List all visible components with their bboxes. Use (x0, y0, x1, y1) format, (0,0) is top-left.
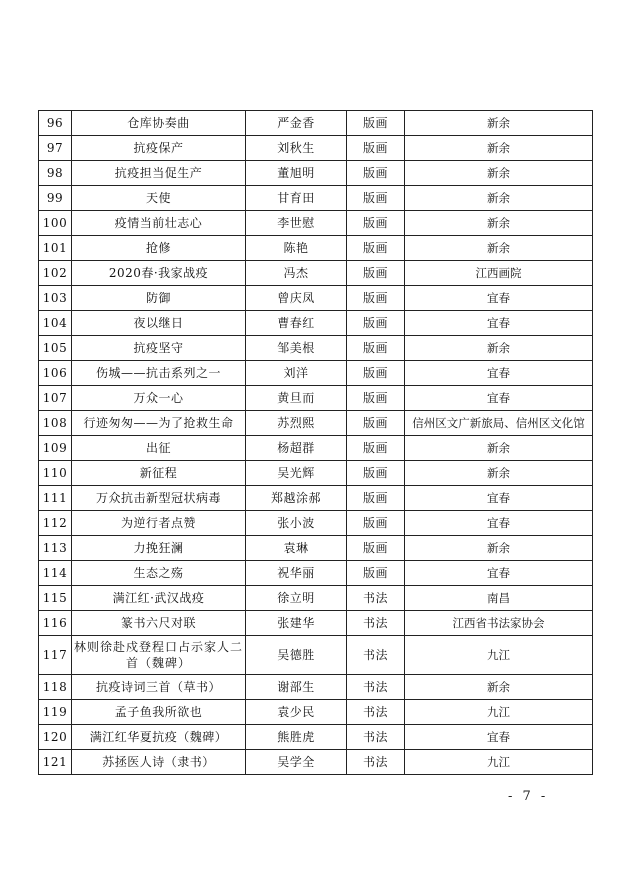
category: 版画 (347, 511, 405, 536)
submitting-unit: 新余 (405, 186, 593, 211)
entry-number: 119 (39, 700, 72, 725)
category: 版画 (347, 361, 405, 386)
submitting-unit: 宜春 (405, 311, 593, 336)
table-row (39, 211, 593, 236)
category: 版画 (347, 386, 405, 411)
category: 版画 (347, 436, 405, 461)
artwork-title: 抢修 (72, 236, 246, 261)
entry-number: 98 (39, 161, 72, 186)
entry-number: 101 (39, 236, 72, 261)
entry-number: 97 (39, 136, 72, 161)
entry-number: 112 (39, 511, 72, 536)
entry-number: 104 (39, 311, 72, 336)
entry-number: 106 (39, 361, 72, 386)
entry-number: 100 (39, 211, 72, 236)
submitting-unit: 新余 (405, 675, 593, 700)
author-name: 董旭明 (246, 161, 347, 186)
artwork-title: 仓库协奏曲 (72, 111, 246, 136)
author-name: 冯杰 (246, 261, 347, 286)
entry-number: 113 (39, 536, 72, 561)
artwork-title: 为逆行者点赞 (72, 511, 246, 536)
submitting-unit: 宜春 (405, 725, 593, 750)
submitting-unit: 九江 (405, 636, 593, 675)
artwork-title: 天使 (72, 186, 246, 211)
artwork-title: 疫情当前壮志心 (72, 211, 246, 236)
table-row (39, 700, 593, 725)
submitting-unit: 江西画院 (405, 261, 593, 286)
table-row (39, 311, 593, 336)
artwork-title: 2020春·我家战疫 (72, 261, 246, 286)
table-row (39, 750, 593, 775)
table-row (39, 186, 593, 211)
artwork-title: 万众抗击新型冠状病毒 (72, 486, 246, 511)
author-name: 曾庆凤 (246, 286, 347, 311)
entry-number: 117 (39, 636, 72, 675)
category: 版画 (347, 261, 405, 286)
submitting-unit: 九江 (405, 700, 593, 725)
table-row (39, 636, 593, 675)
author-name: 杨超群 (246, 436, 347, 461)
submitting-unit: 新余 (405, 211, 593, 236)
category: 书法 (347, 700, 405, 725)
submitting-unit: 九江 (405, 750, 593, 775)
category: 版画 (347, 286, 405, 311)
artwork-title: 抗疫担当促生产 (72, 161, 246, 186)
artwork-title: 抗疫诗词三首（草书） (72, 675, 246, 700)
author-name: 熊胜虎 (246, 725, 347, 750)
category: 书法 (347, 636, 405, 675)
category: 书法 (347, 586, 405, 611)
category: 版画 (347, 561, 405, 586)
artwork-title: 孟子鱼我所欲也 (72, 700, 246, 725)
table-row (39, 561, 593, 586)
table-row (39, 536, 593, 561)
author-name: 甘育田 (246, 186, 347, 211)
submitting-unit: 新余 (405, 236, 593, 261)
submitting-unit: 宜春 (405, 361, 593, 386)
submitting-unit: 新余 (405, 161, 593, 186)
submitting-unit: 宜春 (405, 486, 593, 511)
table-row (39, 336, 593, 361)
author-name: 祝华丽 (246, 561, 347, 586)
artwork-title: 出征 (72, 436, 246, 461)
category: 书法 (347, 725, 405, 750)
artwork-title: 满江红·武汉战疫 (72, 586, 246, 611)
artwork-title: 抗疫保产 (72, 136, 246, 161)
entry-number: 107 (39, 386, 72, 411)
category: 版画 (347, 211, 405, 236)
author-name: 张建华 (246, 611, 347, 636)
table-row (39, 586, 593, 611)
category: 版画 (347, 536, 405, 561)
page-number: - 7 - (508, 789, 549, 804)
author-name: 严金香 (246, 111, 347, 136)
submitting-unit: 新余 (405, 111, 593, 136)
artwork-title: 抗疫坚守 (72, 336, 246, 361)
author-name: 邹美根 (246, 336, 347, 361)
submitting-unit: 新余 (405, 336, 593, 361)
author-name: 郑越涂郝 (246, 486, 347, 511)
entry-number: 111 (39, 486, 72, 511)
table-row (39, 361, 593, 386)
table-row (39, 675, 593, 700)
artwork-title: 防御 (72, 286, 246, 311)
table-row (39, 461, 593, 486)
entry-number: 103 (39, 286, 72, 311)
table-row (39, 136, 593, 161)
author-name: 吴德胜 (246, 636, 347, 675)
entry-number: 96 (39, 111, 72, 136)
entries-table-body (39, 111, 593, 775)
submitting-unit: 宜春 (405, 561, 593, 586)
table-row (39, 261, 593, 286)
entry-number: 102 (39, 261, 72, 286)
category: 版画 (347, 486, 405, 511)
submitting-unit: 宜春 (405, 386, 593, 411)
author-name: 陈艳 (246, 236, 347, 261)
table-row (39, 411, 593, 436)
table-row (39, 236, 593, 261)
author-name: 谢部生 (246, 675, 347, 700)
author-name: 袁少民 (246, 700, 347, 725)
entry-number: 99 (39, 186, 72, 211)
submitting-unit: 新余 (405, 461, 593, 486)
artwork-title: 篆书六尺对联 (72, 611, 246, 636)
artwork-title: 新征程 (72, 461, 246, 486)
submitting-unit: 南昌 (405, 586, 593, 611)
table-row (39, 286, 593, 311)
submitting-unit: 新余 (405, 136, 593, 161)
author-name: 李世慰 (246, 211, 347, 236)
category: 书法 (347, 611, 405, 636)
author-name: 吴光辉 (246, 461, 347, 486)
category: 版画 (347, 336, 405, 361)
entries-table (38, 110, 593, 775)
table-row (39, 161, 593, 186)
author-name: 刘秋生 (246, 136, 347, 161)
entry-number: 118 (39, 675, 72, 700)
table-row (39, 611, 593, 636)
author-name: 张小波 (246, 511, 347, 536)
category: 版画 (347, 411, 405, 436)
submitting-unit: 江西省书法家协会 (405, 611, 593, 636)
artwork-title: 生态之殇 (72, 561, 246, 586)
artwork-title: 林则徐赴戍登程口占示家人二首（魏碑） (72, 636, 246, 675)
author-name: 袁琳 (246, 536, 347, 561)
entry-number: 116 (39, 611, 72, 636)
author-name: 苏烈熙 (246, 411, 347, 436)
artwork-title: 万众一心 (72, 386, 246, 411)
category: 书法 (347, 675, 405, 700)
entry-number: 110 (39, 461, 72, 486)
table-row (39, 436, 593, 461)
artwork-title: 满江红华夏抗疫（魏碑） (72, 725, 246, 750)
entry-number: 115 (39, 586, 72, 611)
artwork-title: 苏拯医人诗（隶书） (72, 750, 246, 775)
category: 书法 (347, 750, 405, 775)
author-name: 刘洋 (246, 361, 347, 386)
table-row (39, 386, 593, 411)
entry-number: 105 (39, 336, 72, 361)
table-row (39, 725, 593, 750)
author-name: 黄旦而 (246, 386, 347, 411)
category: 版画 (347, 136, 405, 161)
category: 版画 (347, 186, 405, 211)
artwork-title: 夜以继日 (72, 311, 246, 336)
category: 版画 (347, 236, 405, 261)
category: 版画 (347, 161, 405, 186)
author-name: 吴学全 (246, 750, 347, 775)
table-row (39, 511, 593, 536)
entry-number: 120 (39, 725, 72, 750)
table-row (39, 486, 593, 511)
category: 版画 (347, 111, 405, 136)
artwork-title: 力挽狂澜 (72, 536, 246, 561)
submitting-unit: 新余 (405, 436, 593, 461)
artwork-title: 行迹匆匆——为了抢救生命 (72, 411, 246, 436)
entry-number: 109 (39, 436, 72, 461)
author-name: 徐立明 (246, 586, 347, 611)
submitting-unit: 宜春 (405, 286, 593, 311)
entry-number: 121 (39, 750, 72, 775)
table-row (39, 111, 593, 136)
author-name: 曹春红 (246, 311, 347, 336)
category: 版画 (347, 311, 405, 336)
submitting-unit: 宜春 (405, 511, 593, 536)
entry-number: 114 (39, 561, 72, 586)
submitting-unit: 信州区文广新旅局、信州区文化馆 (405, 411, 593, 436)
entry-number: 108 (39, 411, 72, 436)
category: 版画 (347, 461, 405, 486)
artwork-title: 伤城——抗击系列之一 (72, 361, 246, 386)
submitting-unit: 新余 (405, 536, 593, 561)
